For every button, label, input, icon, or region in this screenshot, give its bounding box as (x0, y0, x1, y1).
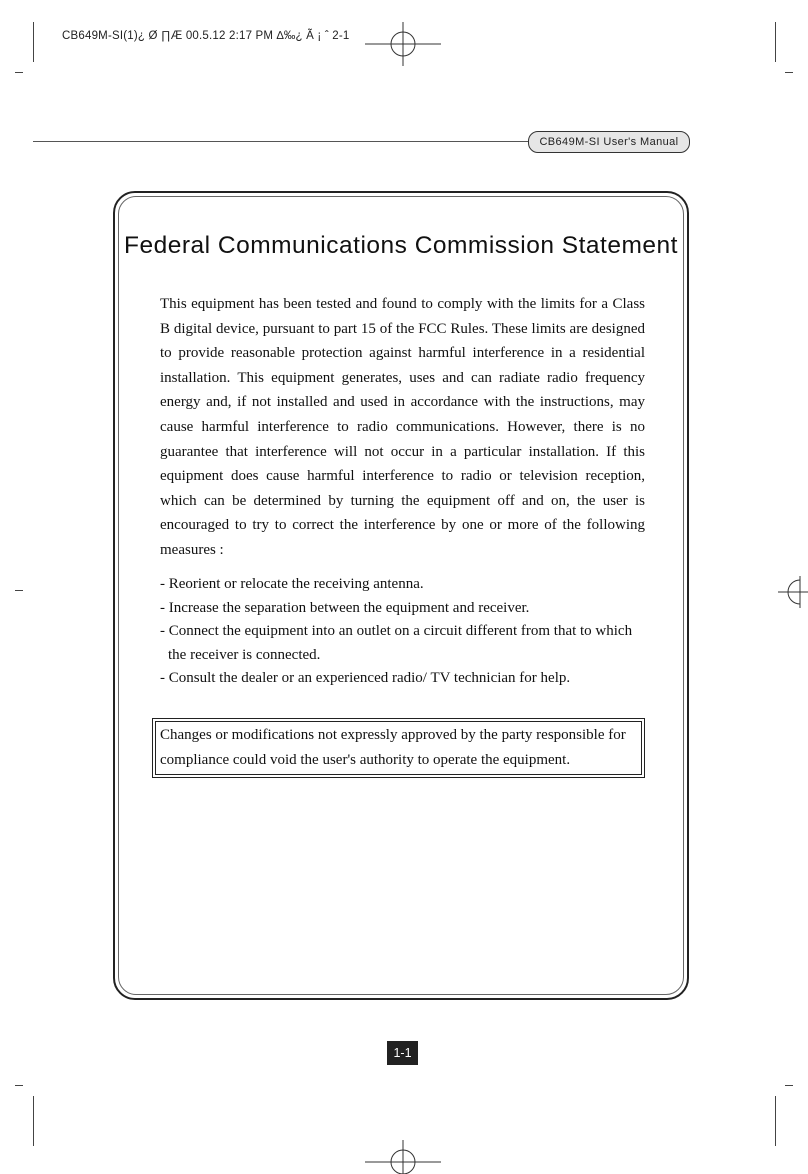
print-slug: CB649M-SI(1)¿ Ø ∏Æ 00.5.12 2:17 PM ∆‰¿ Ã ¡ ˆ 2-1 (62, 30, 350, 42)
page-title: Federal Communications Commission Statement (124, 232, 678, 259)
crop-mark (15, 590, 23, 591)
notice-text: Changes or modifications not expressly approved by the party responsible for compliance could void the user's authority to operate the equipment. (160, 727, 626, 768)
list-item: - Increase the separation between the equipment and receiver. (160, 599, 530, 616)
registration-mark-icon (778, 572, 808, 612)
measures-list (160, 573, 650, 691)
registration-mark-icon (365, 20, 441, 68)
crop-mark (785, 1085, 793, 1086)
crop-mark (33, 22, 34, 62)
list-item: - Connect the equipment into an outlet on a circuit different from that to which the receiver is connected. (160, 623, 633, 663)
registration-mark-icon (365, 1138, 441, 1174)
crop-mark (785, 72, 793, 73)
crop-mark (33, 1096, 34, 1146)
list-item: - Consult the dealer or an experienced radio/ TV technician for help. (160, 670, 571, 686)
crop-mark (775, 22, 776, 62)
manual-title-tab: CB649M-SI User's Manual (528, 131, 690, 153)
crop-mark (15, 1085, 23, 1086)
list-item: - Reorient or relocate the receiving antenna. (160, 576, 424, 592)
header-rule (33, 141, 533, 142)
page-number: 1-1 (387, 1041, 418, 1065)
crop-mark (15, 72, 23, 73)
crop-mark (775, 1096, 776, 1146)
fcc-statement-paragraph: This equipment has been tested and found to comply with the limits for a Class B digital device, pursuant to part 15 of the FCC Rules. These limits are designed to provide reasonable protection against harmful interference in a residential installation. This equipment generates, uses and can radiate radio frequency energy and, if not installed and used in accordance with the instructions, may cause harmful interference to radio communications. However, there is no guarantee that interference will not occur in a particular installation. If this equipment does cause harmful interference to radio or television reception, which can be determined by turning the equipment off and on, the user is encouraged to try to correct the interference by one or more of the following measures : (160, 296, 645, 558)
